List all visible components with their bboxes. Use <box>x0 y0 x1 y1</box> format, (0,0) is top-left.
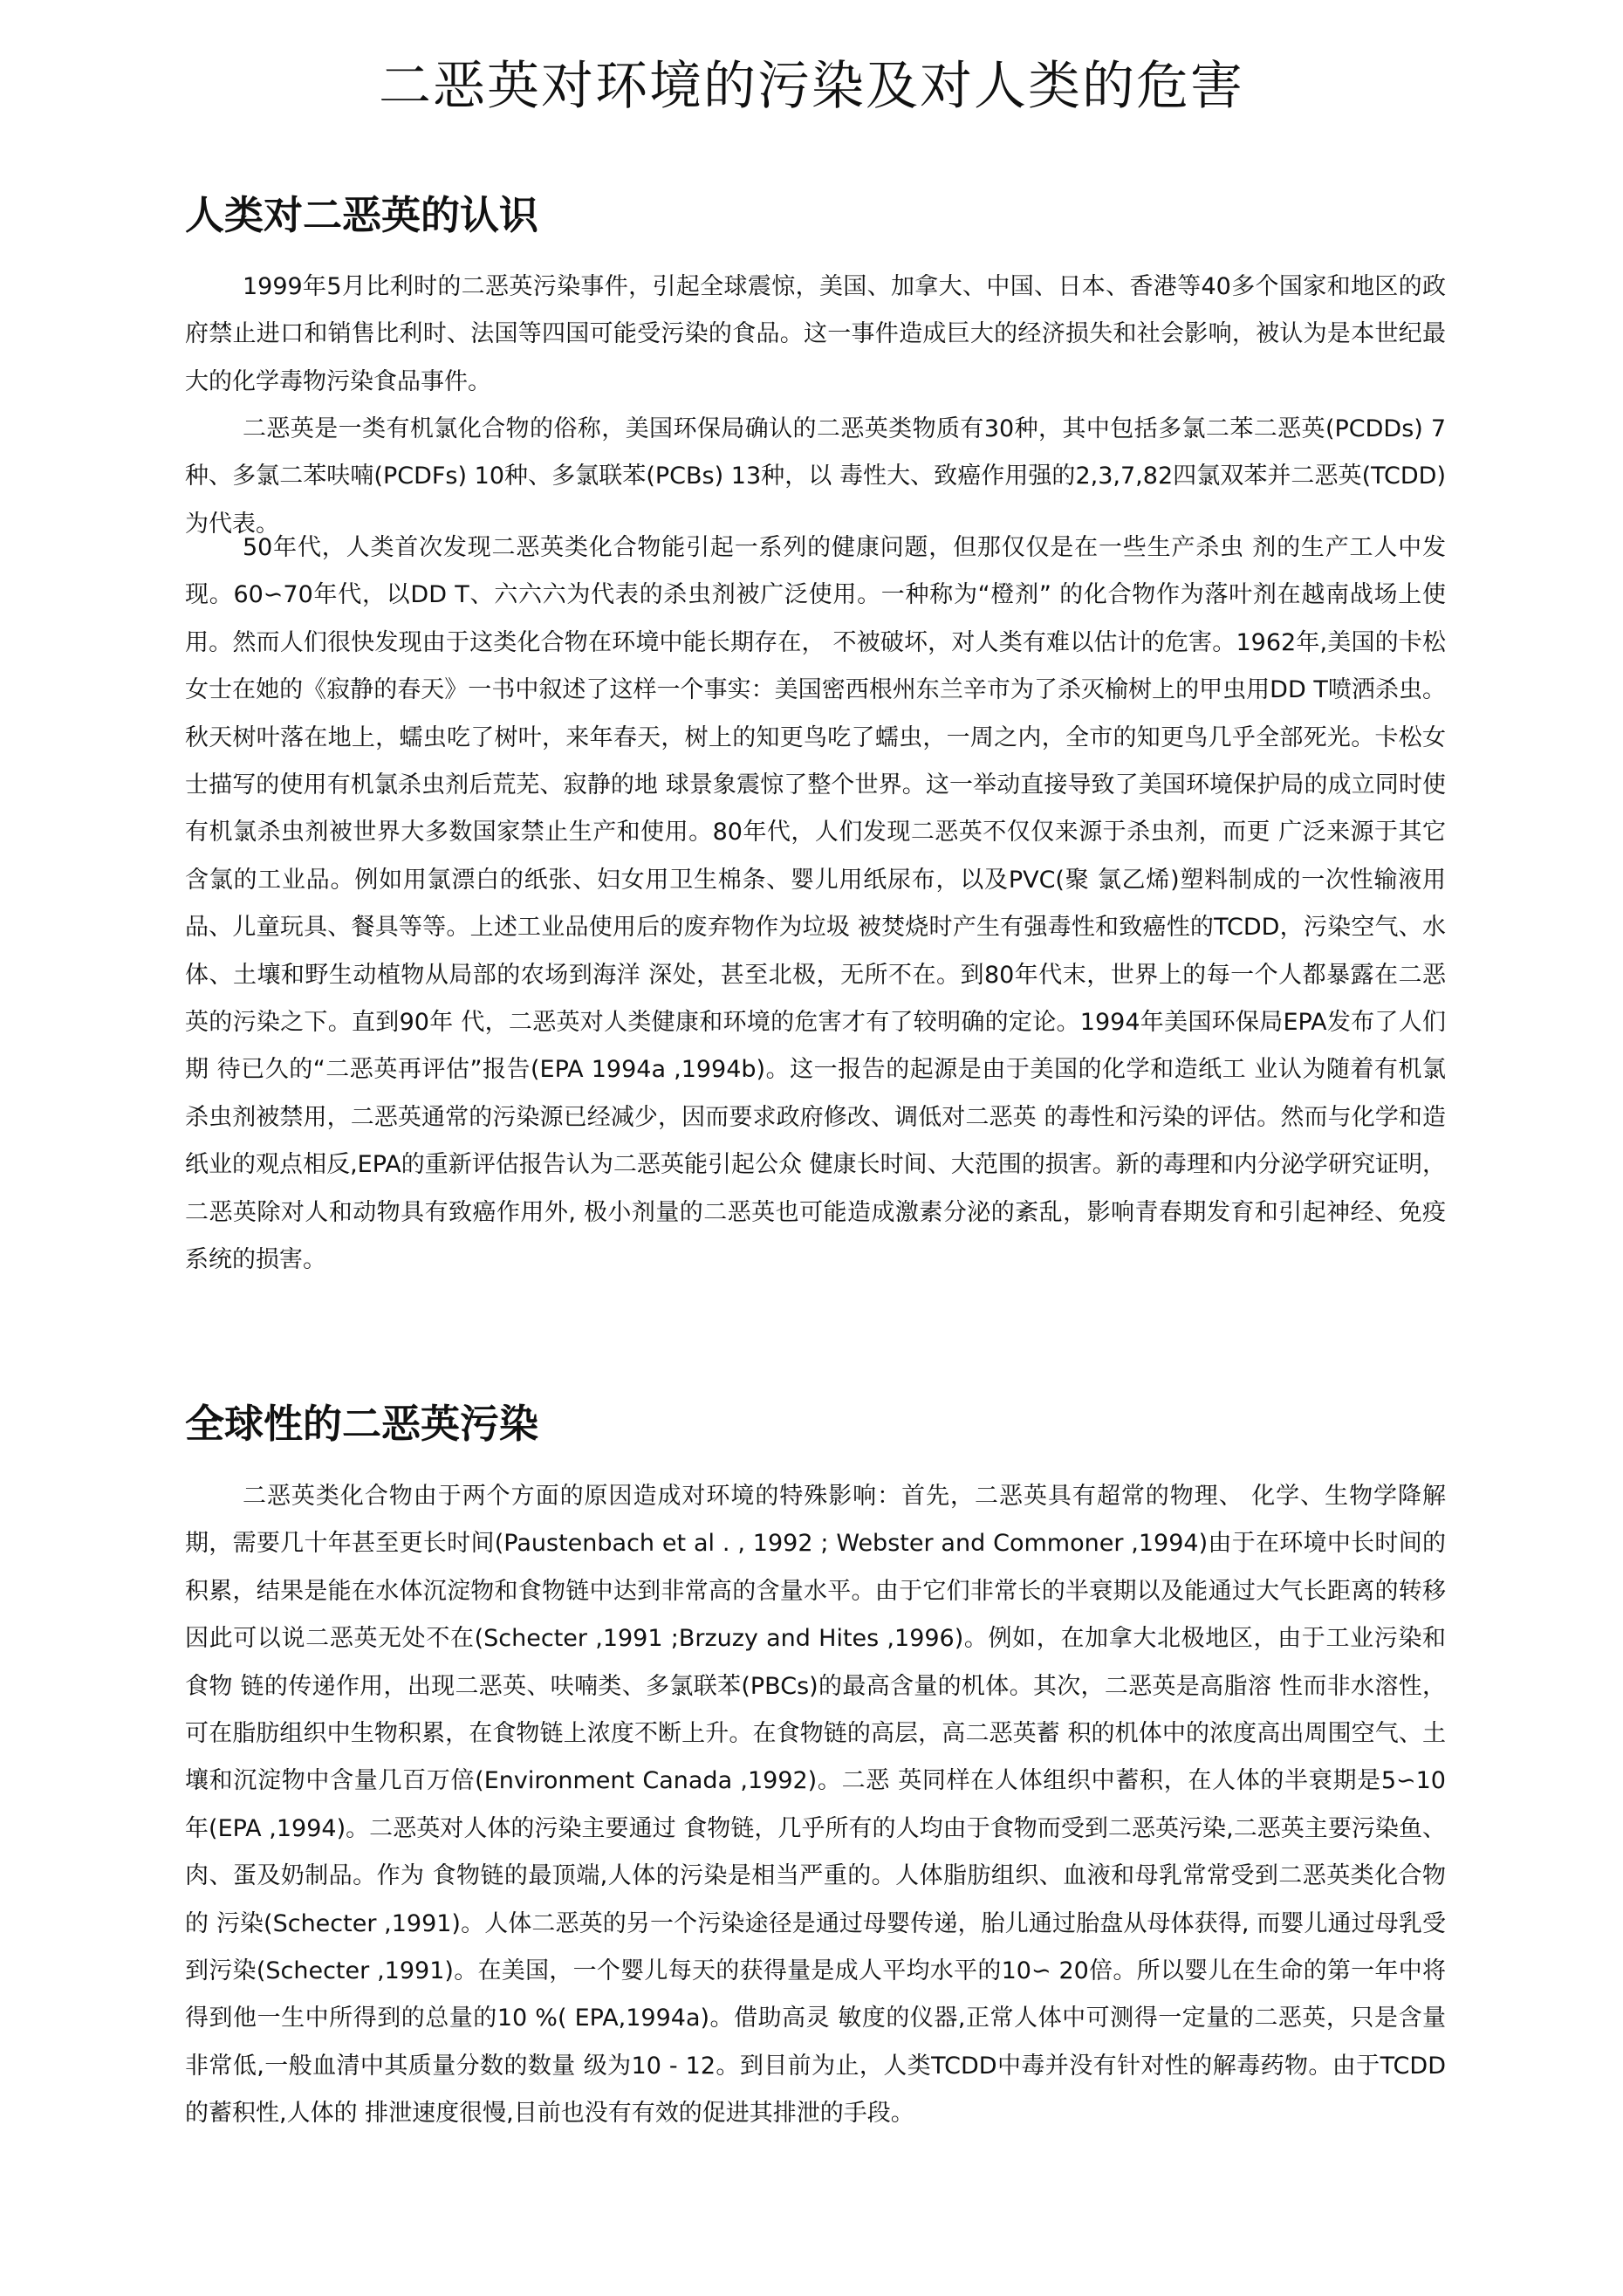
document-title: 二恶英对环境的污染及对人类的危害 <box>379 56 1244 117</box>
paragraph-dioxin-definition: 二恶英是一类有机氯化合物的俗称，美国环保局确认的二恶英类物质有30种，其中包括多氯二苯二恶英(PCDDs) 7种、多氯二苯呋喃(PCDFs) 10种、多氯联苯(PCBs) 13种，以 毒性大、致癌作用强的2,3,7,82四氯双苯并二恶英(TCDD)为代表。 <box>185 415 1446 538</box>
paragraph-belgium-incident: 1999年5月比利时的二恶英污染事件，引起全球震惊，美国、加拿大、中国、日本、香港等40多个国家和地区的政府禁止进口和销售比利时、法国等四国可能受污染的食品。这一事件造成巨大的经济损失和社会影响，被认为是本世纪最大的化学毒物污染食品事件。 <box>185 273 1446 395</box>
paragraph-global-pollution: 二恶英类化合物由于两个方面的原因造成对环境的特殊影响：首先，二恶英具有超常的物理、 化学、生物学降解期，需要几十年甚至更长时间(Paustenbach et al . , 1992 ; Webster and Commoner ,1994)由于在环境中长时间的积累，结果是能在水体沉淀物和食物链中达到非常高的含量水平。由于它们非常长的半衰期以及能通过大气长距离的转移 因此可以说二恶英无处不在(Schecter ,1991 ;Brzuzy and Hites ,1996)。例如，在加拿大北极地区，由于工业污染和食物 链的传递作用，出现二恶英、呋喃类、多氯联苯(PBCs)的最高含量的机体。其次，二恶英是高脂溶 性而非水溶性，可在脂肪组织中生物积累，在食物链上浓度不断上升。在食物链的高层，高二恶英蓄 积的机体中的浓度高出周围空气、土壤和沉淀物中含量几百万倍(Environment Canada ,1992)。二恶 英同样在人体组织中蓄积，在人体的半衰期是5∽10年(EPA ,1994)。二恶英对人体的污染主要通过 食物链，几乎所有的人均由于食物而受到二恶英污染,二恶英主要污染鱼、肉、蛋及奶制品。作为 食物链的最顶端,人体的污染是相当严重的。人体脂肪组织、血液和母乳常常受到二恶英类化合物的 污染(Schecter ,1991)。人体二恶英的另一个污染途径是通过母婴传递，胎儿通过胎盘从母体获得, 而婴儿通过母乳受到污染(Schecter ,1991)。在美国，一个婴儿每天的获得量是成人平均水平的10∽ 20倍。所以婴儿在生命的第一年中将得到他一生中所得到的总量的10 %( EPA,1994a)。借助高灵 敏度的仪器,正常人体中可测得一定量的二恶英，只是含量非常低,一般血清中其质量分数的数量 级为10 - 12。到目前为止，人类TCDD中毒并没有针对性的解毒药物。由于TCDD的蓄积性,人体的 排泄速度很慢,目前也没有有效的促进其排泄的手段。 <box>185 1483 1446 2128</box>
section-heading-recognition: 人类对二恶英的认识 <box>185 192 539 238</box>
section-heading-global-pollution: 全球性的二恶英污染 <box>185 1401 539 1447</box>
paragraph-dioxin-history: 50年代，人类首次发现二恶英类化合物能引起一系列的健康问题，但那仅仅是在一些生产杀虫 剂的生产工人中发现。60∽70年代，以DD T、六六六为代表的杀虫剂被广泛使用。一种称为“橙剂” 的化合物作为落叶剂在越南战场上使用。然而人们很快发现由于这类化合物在环境中能长期存在， 不被破坏，对人类有难以估计的危害。1962年,美国的卡松女士在她的《寂静的春天》一书中叙述了这样一个事实：美国密西根州东兰辛市为了杀灭榆树上的甲虫用DD T喷洒杀虫。秋天树叶落在地上，蠕虫吃了树叶，来年春天，树上的知更鸟吃了蠕虫，一周之内，全市的知更鸟几乎全部死光。卡松女士描写的使用有机氯杀虫剂后荒芜、寂静的地 球景象震惊了整个世界。这一举动直接导致了美国环境保护局的成立同时使有机氯杀虫剂被世界大多数国家禁止生产和使用。80年代，人们发现二恶英不仅仅来源于杀虫剂，而更 广泛来源于其它含氯的工业品。例如用氯漂白的纸张、妇女用卫生棉条、婴儿用纸尿布，以及PVC(聚 氯乙烯)塑料制成的一次性输液用品、儿童玩具、餐具等等。上述工业品使用后的废弃物作为垃圾 被焚烧时产生有强毒性和致癌性的TCDD，污染空气、水体、土壤和野生动植物从局部的农场到海洋 深处，甚至北极，无所不在。到80年代末，世界上的每一个人都暴露在二恶英的污染之下。直到90年 代，二恶英对人类健康和环境的危害才有了较明确的定论。1994年美国环保局EPA发布了人们期 待已久的“二恶英再评估”报告(EPA 1994a ,1994b)。这一报告的起源是由于美国的化学和造纸工 业认为随着有机氯杀虫剂被禁用，二恶英通常的污染源已经减少，因而要求政府修改、调低对二恶英 的毒性和污染的评估。然而与化学和造纸业的观点相反,EPA的重新评估报告认为二恶英能引起公众 健康长时间、大范围的损害。新的毒理和内分泌学研究证明，二恶英除对人和动物具有致癌作用外, 极小剂量的二恶英也可能造成激素分泌的紊乱，影响青春期发育和引起神经、免疫系统的损害。 <box>185 534 1446 1274</box>
